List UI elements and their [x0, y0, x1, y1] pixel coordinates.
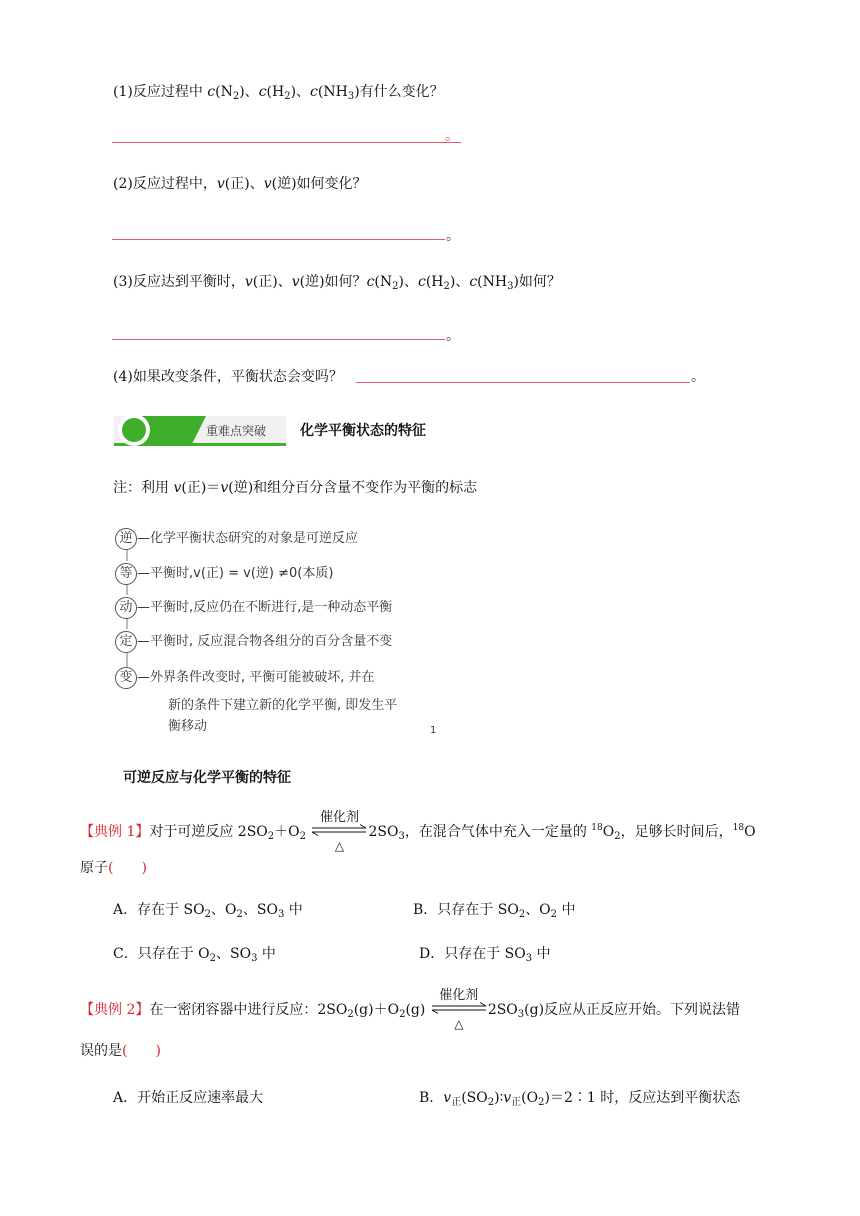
- question-3: (3)反应达到平衡时，v(正)、v(逆)如何？$c(N_2)$、$c(H_2)$、$c(NH_3)$如何？: [113, 274, 561, 292]
- answer-end-4: 。: [691, 369, 705, 385]
- example-2: 【典例 2】在一密闭容器中进行反应：$2SO_2(g)+O_2(g)$ 催化剂 △ $2SO_3(g)$反应从正反应开始。下列说法错: [80, 988, 741, 1031]
- feature-continuation: 衡移动: [168, 719, 208, 734]
- answer-line-4[interactable]: [356, 382, 690, 383]
- example-tag: 【典例 1】: [80, 824, 150, 840]
- option-A[interactable]: A．开始正反应速率最大: [113, 1090, 264, 1106]
- answer-line-2[interactable]: [112, 239, 445, 240]
- feature-row: 定 —平衡时, 反应混合物各组分的百分含量不变: [115, 630, 392, 653]
- example-tag: 【典例 2】: [80, 1002, 150, 1018]
- option-C[interactable]: C．只存在于 $O_2$、$SO_3$ 中: [113, 946, 276, 964]
- badge-label: 重难点突破: [206, 424, 267, 438]
- feature-char: 逆: [115, 528, 137, 550]
- question-4: (4)如果改变条件，平衡状态会变吗？: [113, 369, 343, 385]
- reversible-arrow: 催化剂 △: [430, 1000, 488, 1020]
- feature-row: 变 —外界条件改变时, 平衡可能被破坏, 并在: [115, 666, 375, 689]
- reversible-arrow: 催化剂 △: [310, 822, 368, 842]
- option-B[interactable]: B．$v_正(SO_2)∶v_正(O_2)=2∶1$ 时，反应达到平衡状态: [419, 1090, 741, 1108]
- answer-paren[interactable]: ( ): [108, 860, 147, 876]
- question-2: (2)反应过程中，v(正)、v(逆)如何变化？: [113, 176, 367, 192]
- answer-end-2: 。: [446, 228, 460, 244]
- example-1-line2: 原子( ): [80, 860, 147, 876]
- section-badge: [114, 414, 286, 446]
- answer-line-1[interactable]: [112, 142, 461, 143]
- feature-char: 动: [115, 597, 137, 619]
- feature-continuation: 新的条件下建立新的化学平衡, 即发生平: [168, 698, 398, 713]
- feature-row: 动 —平衡时,反应仍在不断进行,是一种动态平衡: [115, 596, 392, 619]
- section-heading: 化学平衡状态的特征: [300, 423, 426, 439]
- subsection-title: 可逆反应与化学平衡的特征: [123, 770, 291, 786]
- option-A[interactable]: A．存在于 $SO_2$、$O_2$、$SO_3$ 中: [113, 902, 303, 920]
- question-1: (1)反应过程中 $c(N_2)$、$c(H_2)$、$c(NH_3)$有什么变化？: [113, 84, 444, 102]
- figure-mark: 1: [430, 725, 437, 736]
- example-2-line2: 误的是( ): [80, 1043, 161, 1059]
- answer-end-1: 。: [445, 128, 459, 144]
- feature-row: 逆 —化学平衡状态研究的对象是可逆反应: [115, 527, 358, 550]
- example-1: 【典例 1】对于可逆反应 $2SO_2+O_2$ 催化剂 △ $2SO_3$，在混合气体中充入一定量的 $^{18}O_2$，足够长时间后，$^{18}$O: [80, 810, 756, 853]
- feature-row: 等 —平衡时,v(正) = v(逆) ≠0(本质): [115, 562, 333, 585]
- features-figure: [115, 525, 445, 740]
- feature-char: 等: [115, 563, 137, 585]
- note: 注：利用 v(正)＝v(逆)和组分百分含量不变作为平衡的标志: [113, 480, 478, 496]
- option-B[interactable]: B．只存在于 $SO_2$、$O_2$ 中: [413, 902, 576, 920]
- option-D[interactable]: D．只存在于 $SO_3$ 中: [419, 946, 551, 964]
- feature-char: 定: [115, 631, 137, 653]
- answer-paren[interactable]: ( ): [122, 1043, 161, 1059]
- feature-char: 变: [115, 667, 137, 689]
- answer-end-3: 。: [446, 328, 460, 344]
- answer-line-3[interactable]: [112, 339, 445, 340]
